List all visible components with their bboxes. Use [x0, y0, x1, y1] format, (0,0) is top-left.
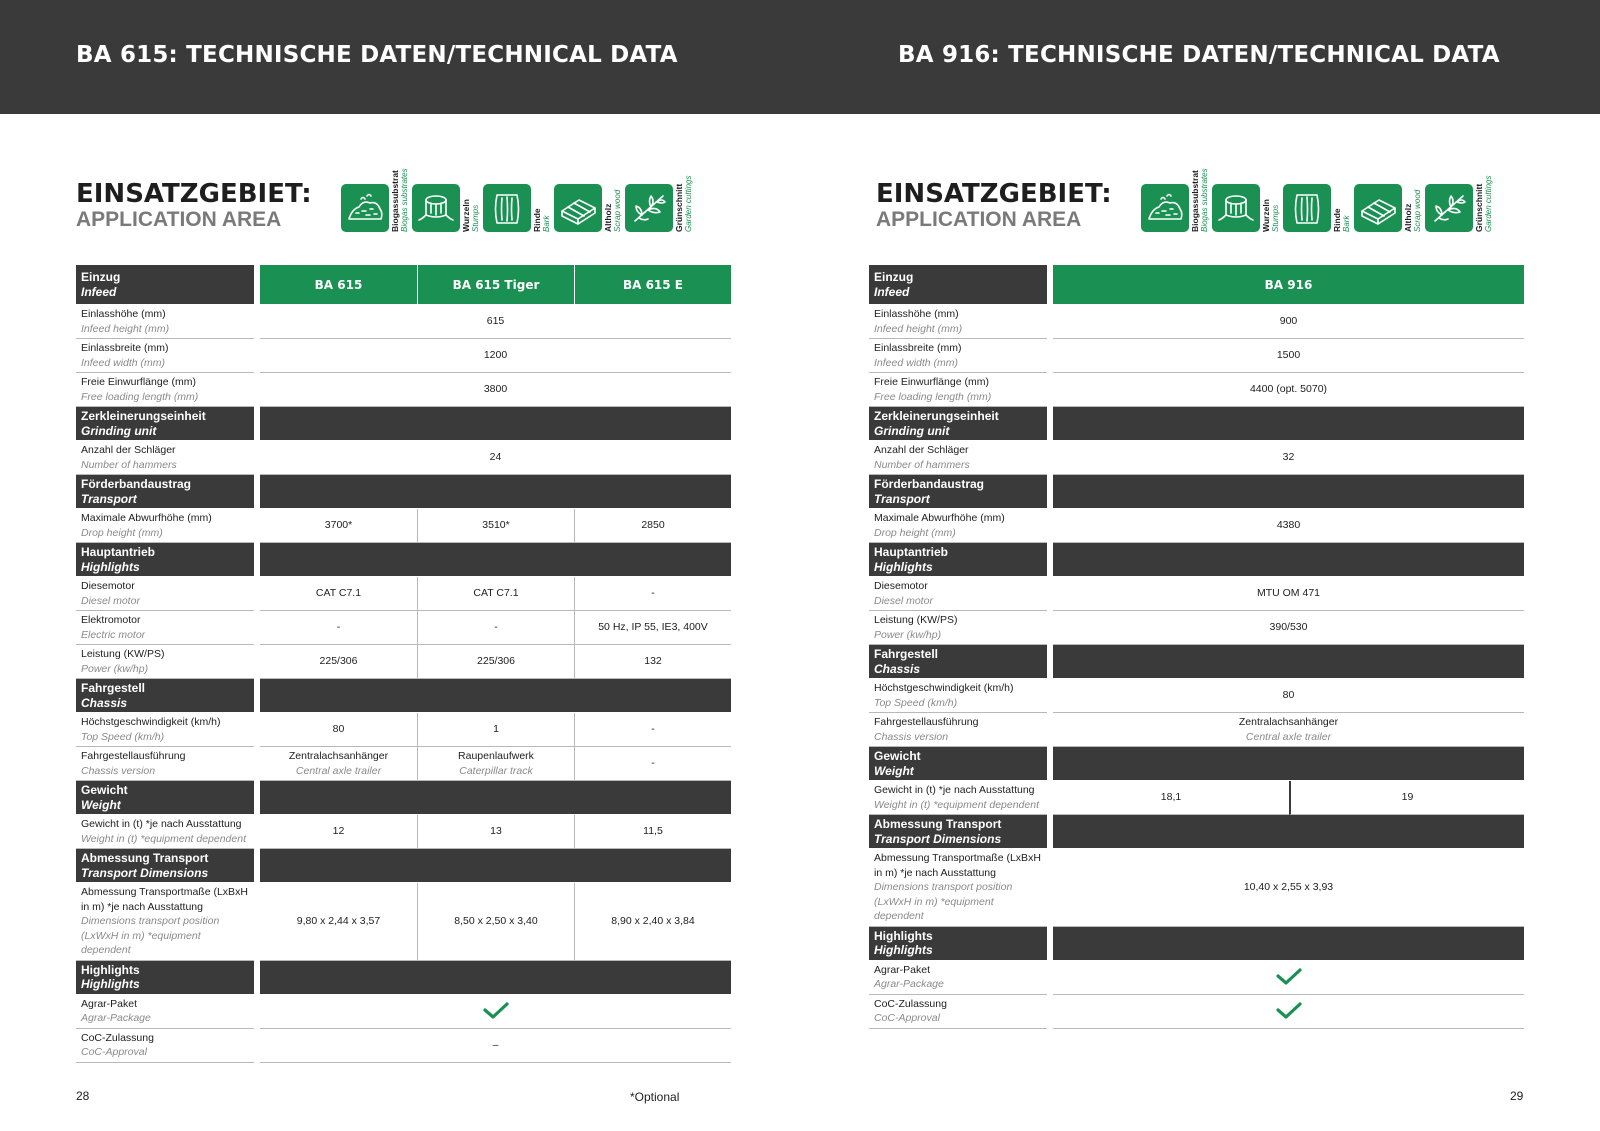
row-label-en: Power (kw/hp) — [874, 628, 942, 641]
cell-value: – — [260, 1029, 731, 1063]
cell-value — [417, 747, 574, 781]
row-label-en: Dimensions transport position (LxWxH in m) *equipment dependent — [874, 881, 1013, 922]
row-label-de: Leistung (KW/PS) — [874, 614, 958, 626]
cell-value: 3510* — [417, 509, 574, 543]
cell-value — [574, 747, 731, 781]
section-label-en: Transport Dimensions — [874, 831, 1002, 846]
cell-value: 11,5 — [574, 815, 731, 849]
cell-value: 132 — [574, 645, 731, 679]
cell-value: 3700* — [260, 509, 417, 543]
row-label-en: Infeed width (mm) — [81, 356, 166, 369]
row-label-en: CoC-Approval — [874, 1012, 940, 1024]
icon-label-de: Biogassubstrat — [1190, 170, 1200, 232]
bark-icon — [483, 184, 531, 232]
row-label-de: Abmessung Transportmaße (LxBxH in m) *je nach Ausstattung — [874, 852, 1041, 879]
table-row — [76, 611, 731, 645]
cell-value: - — [574, 713, 731, 747]
application-area-title — [76, 180, 312, 232]
icon-label-de: Wurzeln — [461, 199, 471, 232]
table-row — [869, 373, 1524, 407]
application-bark — [1283, 156, 1353, 236]
cell-value: 19 — [1289, 781, 1524, 815]
table-row — [869, 577, 1524, 611]
row-label-de: Anzahl der Schläger — [874, 444, 969, 456]
row-label-en: Infeed — [874, 284, 910, 299]
icon-label-en: Bark — [1342, 215, 1351, 232]
row-label-de: Agrar-Paket — [81, 997, 138, 1010]
table-row — [869, 781, 1524, 815]
section-row-main-drive — [76, 543, 731, 577]
section-label-en: Transport Dimensions — [81, 865, 209, 880]
garden-cuttings-icon — [625, 184, 673, 232]
section-label-de: Highlights — [874, 928, 933, 943]
row-label-de: Fahrgestellausführung — [81, 750, 186, 762]
row-label-en: Number of hammers — [874, 458, 970, 471]
row-label-de: Elektromotor — [81, 614, 141, 626]
row-label-de: Fahrgestellausführung — [874, 716, 979, 728]
cell-value: 80 — [1053, 679, 1524, 713]
cell-value-en: Central axle trailer — [1245, 730, 1332, 743]
section-row-highlights — [869, 927, 1524, 961]
row-label-de: CoC-Zulassung — [81, 1031, 154, 1044]
stump-icon — [1212, 184, 1260, 232]
table-row — [76, 747, 731, 781]
row-label-de: Höchstgeschwindigkeit (km/h) — [874, 682, 1014, 694]
table-row — [869, 305, 1524, 339]
application-area-title-en: APPLICATION AREA — [76, 208, 282, 231]
table-row — [869, 611, 1524, 645]
section-row-weight — [76, 781, 731, 815]
application-area-title-en: APPLICATION AREA — [876, 208, 1082, 231]
left-page-title: BA 615: TECHNISCHE DATEN/TECHNICAL DATA — [76, 42, 678, 68]
row-label-en: Top Speed (km/h) — [874, 696, 958, 709]
row-label-en: Top Speed (km/h) — [81, 730, 165, 743]
icon-label-de: Grünschnitt — [674, 183, 684, 232]
section-row-transport-dimensions — [869, 815, 1524, 849]
ba615-spec-table — [76, 265, 731, 1063]
table-row — [869, 679, 1524, 713]
cell-value: 1 — [417, 713, 574, 747]
cell-value: 9,80 x 2,44 x 3,57 — [260, 883, 417, 961]
table-row — [76, 1029, 731, 1063]
model-column-ba916: BA 916 — [1053, 265, 1524, 305]
table-row — [869, 713, 1524, 747]
cell-value: 18,1 — [1053, 781, 1289, 815]
icon-label-de: Grünschnitt — [1474, 183, 1484, 232]
row-label-en: Diesel motor — [81, 594, 140, 607]
section-label-en: Transport — [81, 491, 137, 506]
icon-label-en: Scrap wood — [1413, 189, 1422, 232]
cell-value-en: Caterpillar track — [459, 764, 533, 777]
row-label-en: Free loading length (mm) — [874, 390, 992, 403]
section-label-en: Grinding unit — [874, 423, 950, 438]
row-label-de: Einlassbreite (mm) — [81, 342, 169, 354]
cell-value: 225/306 — [260, 645, 417, 679]
section-row-transport — [869, 475, 1524, 509]
cell-value: 24 — [260, 441, 731, 475]
cell-value — [1053, 713, 1524, 747]
icon-label-de: Rinde — [532, 208, 542, 232]
row-label-en: Free loading length (mm) — [81, 390, 199, 403]
icon-label-en: Scrap wood — [613, 189, 622, 232]
cell-value: 2850 — [574, 509, 731, 543]
cell-value: 10,40 x 2,55 x 3,93 — [1053, 849, 1524, 927]
section-label-de: Förderbandaustrag — [874, 477, 985, 491]
section-label-en: Highlights — [874, 559, 933, 574]
page-number-right: 29 — [1510, 1089, 1524, 1103]
row-label-de: Einzug — [81, 270, 121, 284]
section-label-en: Highlights — [81, 559, 140, 574]
left-page — [0, 114, 800, 1131]
row-label-de: Höchstgeschwindigkeit (km/h) — [81, 716, 221, 728]
cell-value: - — [260, 611, 417, 645]
icon-label-de: Rinde — [1332, 208, 1342, 232]
row-label-de: CoC-Zulassung — [874, 997, 947, 1010]
checkmark-icon — [1276, 1002, 1302, 1020]
model-column-ba615: BA 615 — [260, 265, 417, 305]
table-row — [76, 645, 731, 679]
row-label-en: CoC-Approval — [81, 1046, 147, 1058]
section-row-main-drive — [869, 543, 1524, 577]
icon-label-de: Biogassubstrat — [390, 170, 400, 232]
application-bark — [483, 156, 553, 236]
application-icons — [1141, 156, 1541, 236]
section-row-chassis — [869, 645, 1524, 679]
row-label-en: Power (kw/hp) — [81, 662, 149, 675]
icon-label-en: Bark — [542, 215, 551, 232]
section-label-en: Transport — [874, 491, 930, 506]
row-label-en: Drop height (mm) — [874, 526, 956, 539]
row-label-en: Diesel motor — [874, 594, 933, 607]
icon-label-en: Garden cuttings — [1484, 175, 1493, 232]
section-label-en: Chassis — [874, 661, 921, 676]
table-row — [76, 995, 731, 1029]
cell-value: 13 — [417, 815, 574, 849]
table-row — [869, 339, 1524, 373]
row-label-de: Einlassbreite (mm) — [874, 342, 962, 354]
icon-label-en: Garden cuttings — [684, 175, 693, 232]
bark-icon — [1283, 184, 1331, 232]
table-row — [869, 961, 1524, 995]
row-label-en: Agrar-Package — [81, 1012, 151, 1024]
scrap-wood-pallet-icon — [1354, 184, 1402, 232]
cell-value: 8,90 x 2,40 x 3,84 — [574, 883, 731, 961]
application-area-title-de: EINSATZGEBIET: — [76, 179, 312, 209]
row-label-de: Freie Einwurflänge (mm) — [81, 376, 196, 388]
row-label-en: Drop height (mm) — [81, 526, 163, 539]
table-row — [76, 373, 731, 407]
cell-value: 80 — [260, 713, 417, 747]
section-label-en: Weight — [81, 797, 121, 812]
page-number-left: 28 — [76, 1089, 90, 1103]
application-area-title-de: EINSATZGEBIET: — [876, 179, 1112, 209]
row-label-de: Leistung (KW/PS) — [81, 648, 165, 660]
section-label-de: Zerkleinerungseinheit — [81, 409, 206, 423]
icon-label-en: Biogas substrates — [400, 168, 409, 232]
row-label-de: Gewicht in (t) *je nach Ausstattung — [81, 818, 242, 830]
cell-value: 8,50 x 2,50 x 3,40 — [417, 883, 574, 961]
section-row-highlights — [76, 961, 731, 995]
section-label-de: Abmessung Transport — [874, 817, 1002, 831]
section-label-de: Abmessung Transport — [81, 851, 209, 865]
checkmark-icon — [1276, 968, 1302, 986]
row-label-de: Agrar-Paket — [874, 963, 931, 976]
table-row — [76, 441, 731, 475]
application-biogas — [341, 156, 411, 236]
cell-value: MTU OM 471 — [1053, 577, 1524, 611]
icon-label-en: Biogas substrates — [1200, 168, 1209, 232]
cell-value: 32 — [1053, 441, 1524, 475]
cell-value-de: Raupenlaufwerk — [458, 750, 534, 762]
cell-value: 4400 (opt. 5070) — [1053, 373, 1524, 407]
icon-label-en: Stumps — [1271, 204, 1280, 232]
row-label-en: Agrar-Package — [874, 978, 944, 990]
model-column-ba615-e: BA 615 E — [574, 265, 731, 305]
section-row-transport-dimensions — [76, 849, 731, 883]
ba916-spec-table — [869, 265, 1524, 1029]
section-label-de: Gewicht — [81, 783, 128, 797]
application-garden-cuttings — [1425, 156, 1495, 236]
section-label-de: Zerkleinerungseinheit — [874, 409, 999, 423]
right-page — [800, 114, 1600, 1131]
section-row-weight — [869, 747, 1524, 781]
footnote-optional: *Optional — [630, 1090, 680, 1104]
application-stumps — [1212, 156, 1282, 236]
biogas-substrate-icon — [341, 184, 389, 232]
application-biogas — [1141, 156, 1211, 236]
icon-label-de: Wurzeln — [1261, 199, 1271, 232]
row-label-de: Maximale Abwurfhöhe (mm) — [874, 512, 1005, 524]
row-label-en: Chassis version — [81, 764, 156, 777]
cell-value: 12 — [260, 815, 417, 849]
cell-value: 615 — [260, 305, 731, 339]
garden-cuttings-icon — [1425, 184, 1473, 232]
row-label-de: Abmessung Transportmaße (LxBxH in m) *je nach Ausstattung — [81, 886, 248, 913]
application-scrap-wood — [1354, 156, 1424, 236]
cell-value: CAT C7.1 — [260, 577, 417, 611]
right-page-title: BA 916: TECHNISCHE DATEN/TECHNICAL DATA — [898, 42, 1500, 68]
row-label-en: Infeed height (mm) — [874, 322, 963, 335]
stump-icon — [412, 184, 460, 232]
cell-value: - — [417, 611, 574, 645]
application-area-left — [76, 156, 776, 236]
model-column-ba615-tiger: BA 615 Tiger — [417, 265, 574, 305]
section-row-grinding-unit — [76, 407, 731, 441]
section-label-de: Fahrgestell — [874, 647, 939, 661]
cell-value: 50 Hz, IP 55, IE3, 400V — [574, 611, 731, 645]
section-label-de: Hauptantrieb — [874, 545, 949, 559]
section-label-en: Chassis — [81, 695, 128, 710]
table-row — [76, 577, 731, 611]
row-label-en: Chassis version — [874, 730, 949, 743]
section-row-transport — [76, 475, 731, 509]
icon-label-de: Altholz — [1403, 203, 1413, 232]
application-area-title — [876, 180, 1112, 232]
cell-value-de: Zentralachsanhänger — [288, 750, 389, 762]
row-label-de: Diesemotor — [81, 580, 135, 592]
cell-value: 1500 — [1053, 339, 1524, 373]
cell-value: 1200 — [260, 339, 731, 373]
row-label-en: Number of hammers — [81, 458, 177, 471]
section-label-en: Highlights — [81, 977, 140, 991]
table-row — [76, 713, 731, 747]
section-label-de: Gewicht — [874, 749, 921, 763]
row-label-de: Freie Einwurflänge (mm) — [874, 376, 989, 388]
application-area-right — [876, 156, 1576, 236]
cell-value: 3800 — [260, 373, 731, 407]
row-label-en: Dimensions transport position (LxWxH in m) *equipment dependent — [81, 915, 220, 956]
table-row — [76, 305, 731, 339]
table-header-row — [76, 265, 731, 305]
cell-value: 225/306 — [417, 645, 574, 679]
row-label-en: Weight in (t) *equipment dependent — [81, 832, 246, 845]
table-row — [76, 883, 731, 961]
cell-value: CAT C7.1 — [417, 577, 574, 611]
row-label-de: Diesemotor — [874, 580, 928, 592]
icon-label-en: Stumps — [471, 204, 480, 232]
row-label-de: Anzahl der Schläger — [81, 444, 176, 456]
row-label-de: Gewicht in (t) *je nach Ausstattung — [874, 784, 1035, 796]
section-label-de: Hauptantrieb — [81, 545, 156, 559]
biogas-substrate-icon — [1141, 184, 1189, 232]
table-row — [869, 995, 1524, 1029]
table-row — [869, 849, 1524, 927]
section-label-en: Highlights — [874, 943, 933, 957]
row-label-en: Weight in (t) *equipment dependent — [874, 798, 1039, 811]
table-header-row — [869, 265, 1524, 305]
section-label-en: Grinding unit — [81, 423, 157, 438]
section-label-en: Weight — [874, 763, 914, 778]
cell-value: - — [574, 577, 731, 611]
cell-value-de: Zentralachsanhänger — [1238, 716, 1339, 728]
application-garden-cuttings — [625, 156, 695, 236]
application-icons — [341, 156, 741, 236]
row-label-en: Infeed width (mm) — [874, 356, 959, 369]
scrap-wood-pallet-icon — [554, 184, 602, 232]
row-label-de: Einzug — [874, 270, 914, 284]
table-row — [76, 815, 731, 849]
section-label-de: Förderbandaustrag — [81, 477, 192, 491]
table-row — [869, 441, 1524, 475]
icon-label-de: Altholz — [603, 203, 613, 232]
row-label-en: Infeed height (mm) — [81, 322, 170, 335]
table-row — [869, 509, 1524, 543]
row-label-de: Einlasshöhe (mm) — [874, 308, 959, 320]
cell-value: 390/530 — [1053, 611, 1524, 645]
row-label-de: Einlasshöhe (mm) — [81, 308, 166, 320]
cell-value-de: - — [651, 757, 655, 770]
section-label-de: Highlights — [81, 962, 140, 977]
cell-value: 4380 — [1053, 509, 1524, 543]
section-label-de: Fahrgestell — [81, 681, 146, 695]
section-row-grinding-unit — [869, 407, 1524, 441]
application-scrap-wood — [554, 156, 624, 236]
cell-value: 900 — [1053, 305, 1524, 339]
table-row — [76, 339, 731, 373]
application-stumps — [412, 156, 482, 236]
table-row — [76, 509, 731, 543]
row-label-de: Maximale Abwurfhöhe (mm) — [81, 512, 212, 524]
row-label-en: Electric motor — [81, 628, 146, 641]
cell-value — [260, 747, 417, 781]
section-row-chassis — [76, 679, 731, 713]
cell-value-en: Central axle trailer — [295, 764, 382, 777]
row-label-en: Infeed — [81, 284, 117, 299]
checkmark-icon — [483, 1002, 509, 1020]
